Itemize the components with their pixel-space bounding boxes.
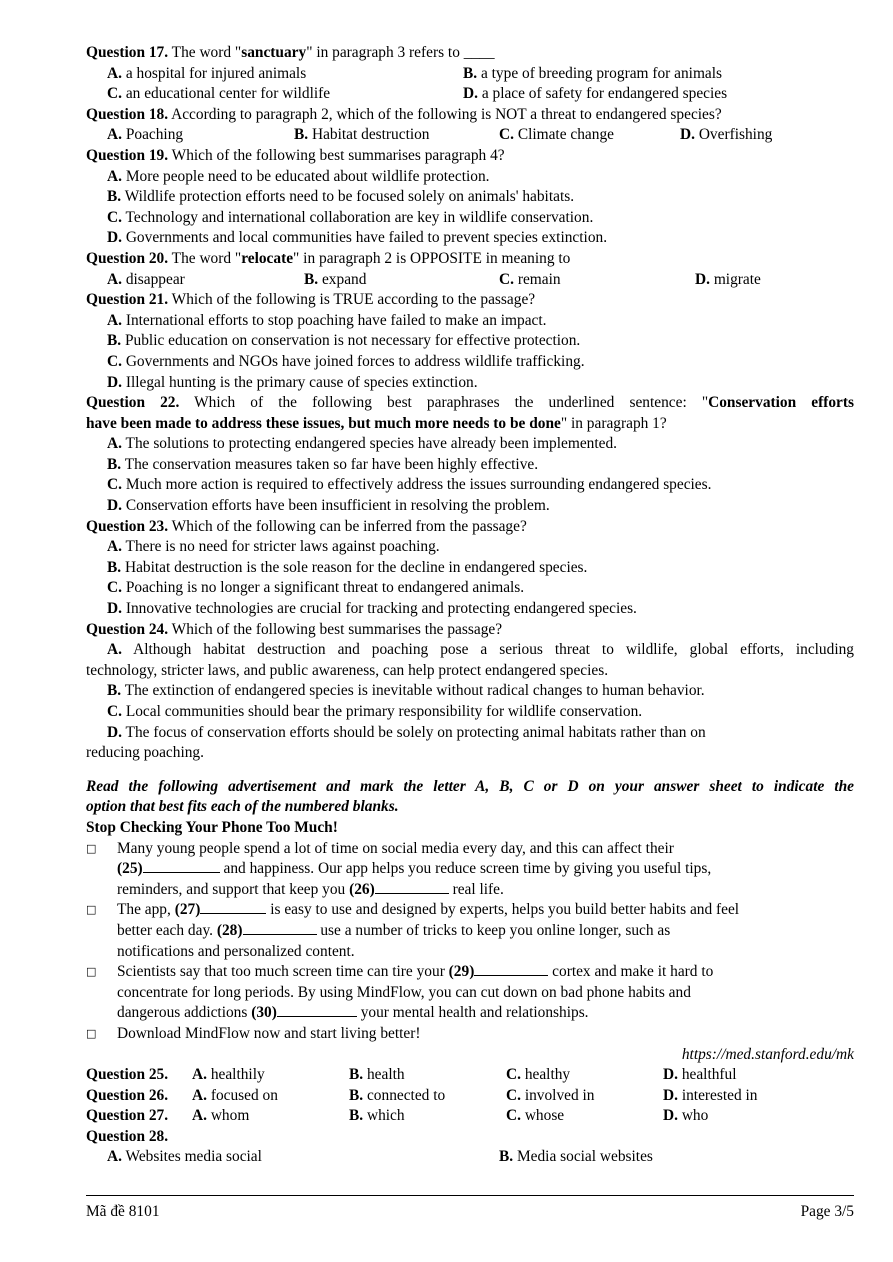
blank-28 [243,922,317,935]
option-c: C. Governments and NGOs have joined forces to address wildlife trafficking. [107,352,585,370]
option-b: B. Habitat destruction [294,126,430,144]
option-b: B. Public education on conservation is not necessary for effective protection. [107,332,581,350]
question-22: Question 22. Which of the following best paraphrases the underlined sentence: "Conservation efforts [86,394,854,412]
question-17: Question 17. The word "sanctuary" in paragraph 3 refers to ____ [86,44,495,61]
option-d: D. Overfishing [680,126,773,144]
bullet-item: □ Scientists say that too much screen time can tire your (29) cortex and make it hard to concentrate for long periods. By using MindFlow, you can cut down on bad phone habits and dangerous addictions (30) your mental health and relationships. [86,963,714,1022]
option-d: D. Governments and local communities have failed to prevent species extinction. [107,229,608,247]
option-c: C. an educational center for wildlife [107,85,331,103]
question-25: Question 25. A. healthily B. health C. healthy D. healthful [86,1065,854,1086]
option-c: C. remain [499,270,561,288]
blank-26-number: (26) [349,880,375,898]
option-c: C. healthy [506,1066,571,1084]
option-d: D. healthful [663,1066,737,1084]
option-a: A. disappear [107,270,185,288]
option-b: B. which [349,1107,405,1125]
section-instruction: Read the following advertisement and mark the letter A, B, C or D on your answer sheet to indicate the [86,777,854,795]
page-footer [86,1195,854,1220]
option-d: D. Innovative technologies are crucial for tracking and protecting endangered species. [107,600,637,618]
blank-29 [474,963,548,976]
option-d: D. Conservation efforts have been insufficient in resolving the problem. [107,497,550,515]
option-a-cont: technology, stricter laws, and public awareness, can help protect endangered species. [86,661,609,679]
exam-code: Mã đề 8101 [86,1203,160,1220]
option-a: A. whom [192,1107,250,1125]
blank-27-number: (27) [174,901,201,919]
question-24: Question 24. Which of the following best summarises the passage? [86,620,503,638]
blank-29-number: (29) [448,963,475,981]
option-d: D. a place of safety for endangered species [463,85,728,103]
question-23: Question 23. Which of the following can be inferred from the passage? [86,517,527,535]
option-b: B. a type of breeding program for animals [463,64,723,82]
page-number: Page 3/5 [800,1203,854,1220]
option-row [86,125,854,146]
blank-25 [143,860,220,873]
option-d: D. Illegal hunting is the primary cause of species extinction. [107,373,478,391]
option-b: B. connected to [349,1086,446,1104]
option-c: C. involved in [506,1086,595,1104]
question-label: Question 21. [86,291,169,309]
option-row [86,270,854,291]
option-a: A. Poaching [107,126,184,144]
option-a: A. healthily [192,1066,265,1084]
option-a: A. Although habitat destruction and poaching pose a serious threat to wildlife, global efforts, including [107,641,854,659]
question-label: Question 20. [86,249,169,267]
checkbox-bullet-icon: □ [86,903,97,917]
option-d: D. who [663,1107,709,1125]
option-row [86,1147,854,1168]
question-22-cont: have been made to address these issues, but much more needs to be done" in paragraph 1? [86,414,667,432]
option-b: B. Wildlife protection efforts need to be focused solely on animals' habitats. [107,188,575,206]
option-d: D. interested in [663,1086,758,1104]
advertisement-title: Stop Checking Your Phone Too Much! [86,818,338,836]
option-row [86,64,854,85]
question-19: Question 19. Which of the following best summarises paragraph 4? [86,146,505,164]
question-20: Question 20. The word "relocate" in paragraph 2 is OPPOSITE in meaning to [86,249,571,267]
question-28: Question 28. [86,1127,169,1145]
option-c: C. Climate change [499,126,614,144]
option-b: B. health [349,1066,405,1084]
option-a: A. International efforts to stop poaching have failed to make an impact. [107,311,547,329]
option-a: A. The solutions to protecting endangered species have already been implemented. [107,435,618,453]
option-c: C. Local communities should bear the primary responsibility for wildlife conservation. [107,703,643,720]
question-label: Question 24. [86,620,169,638]
option-a: A. focused on [192,1086,278,1104]
bullet-item: □ Download MindFlow now and start living better! [86,1024,854,1045]
checkbox-bullet-icon: □ [86,1026,97,1040]
option-b: B. Habitat destruction is the sole reason for the decline in endangered species. [107,558,588,576]
option-c: C. Technology and international collaboration are key in wildlife conservation. [107,208,594,226]
option-c: C. whose [506,1107,565,1125]
exam-page [86,43,854,1168]
question-label: Question 17. [86,44,169,61]
question-label: Question 22. [86,394,180,412]
blank-30 [277,1004,357,1017]
option-d-cont: reducing poaching. [86,744,204,762]
keyword: sanctuary [241,44,307,61]
question-27: Question 27. A. whom B. which C. whose D. who [86,1106,854,1127]
option-a: A. Websites media social [107,1148,262,1166]
option-b: B. expand [304,270,367,288]
section-instruction-cont: option that best fits each of the numbered blanks. [86,798,399,816]
option-a: A. There is no need for stricter laws against poaching. [107,538,440,556]
checkbox-bullet-icon: □ [86,841,97,855]
question-18: Question 18. According to paragraph 2, which of the following is NOT a threat to endangered species? [86,105,722,123]
option-b: B. Media social websites [499,1148,653,1166]
option-c: C. Poaching is no longer a significant threat to endangered animals. [107,579,525,597]
blank-30-number: (30) [251,1004,277,1022]
bullet-item: □ Many young people spend a lot of time on social media every day, and this can affect their (25) and happiness. Our app helps you reduce screen time by giving you useful tips, reminders, and support that keep you (26) real life. [86,839,712,898]
option-b: B. The extinction of endangered species is inevitable without radical changes to human behavior. [107,682,705,700]
option-a: A. More people need to be educated about wildlife protection. [107,167,490,185]
option-row [86,84,854,105]
source-citation: https://med.stanford.edu/mk [681,1045,854,1063]
keyword: relocate [241,249,294,267]
blank-26 [375,881,449,894]
checkbox-bullet-icon: □ [86,965,97,979]
question-21: Question 21. Which of the following is TRUE according to the passage? [86,291,536,309]
option-d: D. The focus of conservation efforts should be solely on protecting animal habitats rather than on [107,723,706,741]
option-a: A. a hospital for injured animals [107,64,307,82]
question-label: Question 19. [86,146,169,164]
question-label: Question 23. [86,517,169,535]
option-c: C. Much more action is required to effectively address the issues surrounding endangered species. [107,476,712,494]
blank-28-number: (28) [216,921,243,939]
question-label: Question 18. [86,105,169,123]
quoted-sentence: have been made to address these issues, but much more needs to be done [86,414,561,432]
option-b: B. The conservation measures taken so far have been highly effective. [107,455,539,473]
question-26: Question 26. A. focused on B. connected to C. involved in D. interested in [86,1086,854,1107]
blank-25-number: (25) [117,860,143,878]
bullet-item: □ The app, (27) is easy to use and designed by experts, helps you build better habits and feel better each day. (28) use a number of tricks to keep you online longer, such as notifications and personalized content. [86,901,740,960]
option-d: D. migrate [695,270,761,288]
blank-27 [200,901,266,914]
